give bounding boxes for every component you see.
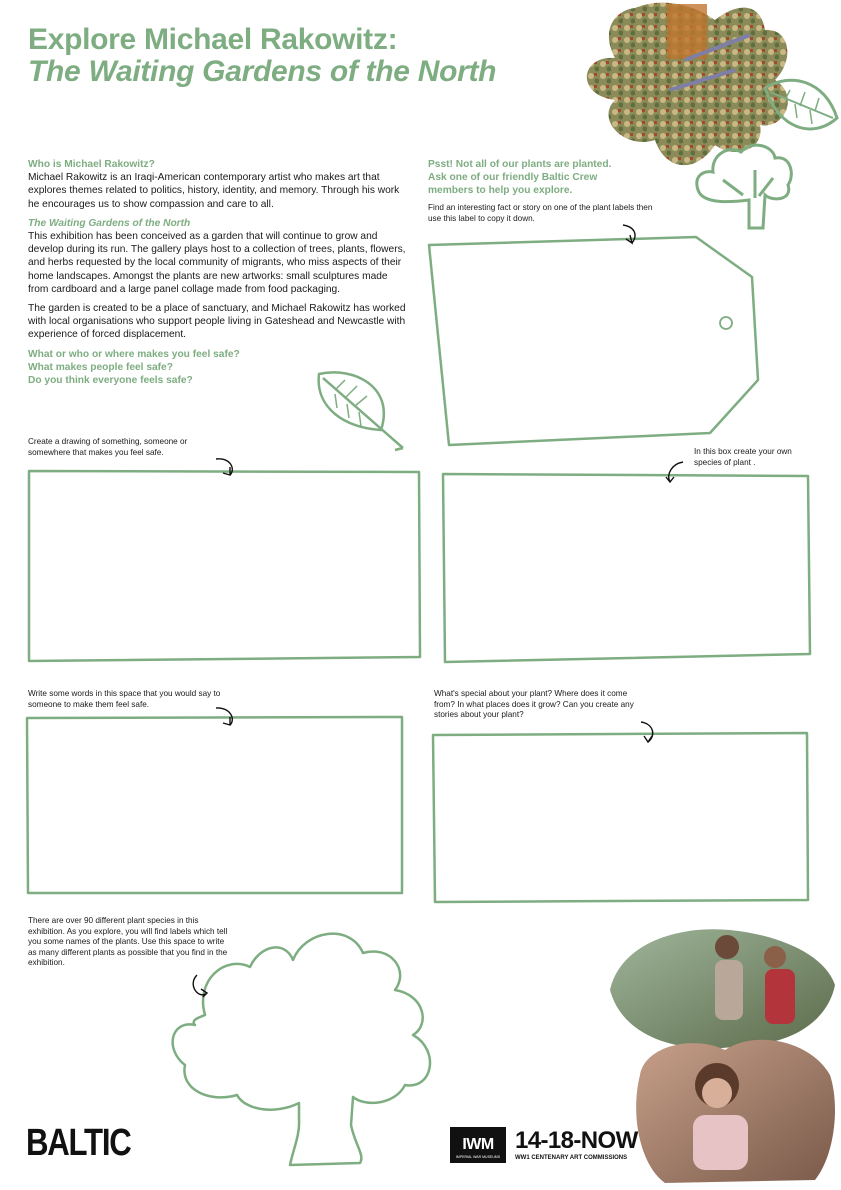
tree-writing-area[interactable] [165,925,465,1170]
sanctuary-text: The garden is created to be a place of sanctuary, and Michael Rakowitz has worked with local organisations who support people living in Gateshead and Newcastle with experience of forced displacement. [28,303,406,341]
psst-line-1: Psst! Not all of our plants are planted. [428,159,612,170]
page-title [28,24,496,88]
question-3: Do you think everyone feels safe? [28,375,193,387]
drawing-box[interactable] [24,455,424,665]
who-text: Michael Rakowitz is an Iraqi-American contemporary artist who makes art that explores themes related to politics, history, identity, and memory. Through his work he encourages us to show compassion and care to all. [28,172,400,210]
species-count-prompt: There are over 90 different plant species in this exhibition. As you explore, you will find labels which tell you some names of the plants. Use this space to write as many different plants as possible that you find in the exhibition. [28,916,228,967]
question-1: What or who or where makes you feel safe? [28,348,240,360]
iwm-logo-subtitle: IMPERIAL WAR MUSEUMS [455,1155,501,1159]
words-prompt: Write some words in this space that you would say to someone to make them feel safe. [28,689,221,709]
plant-label-box[interactable] [420,225,765,450]
1418-now-logo: 14-18-NOW [515,1127,638,1154]
iwm-logo: IWM [450,1127,506,1163]
baltic-logo: BALTIC [26,1122,131,1164]
special-prompt: What's special about your plant? Where does it come from? In what places does it grow? Can you create any stories about your plant? [434,689,634,719]
1418-now-subtitle: WW1 CENTENARY ART COMMISSIONS [515,1155,628,1161]
visitors-photo-image [605,925,841,1190]
intro-section [28,158,406,387]
species-prompt: In this box create your own species of plant . [694,447,792,467]
gardens-heading: The Waiting Gardens of the North [28,217,191,229]
special-box[interactable] [430,718,815,908]
leaf-outline-icon [315,368,410,453]
psst-section [428,158,658,197]
drawing-prompt: Create a drawing of something, someone or somewhere that makes you feel safe. [28,437,188,457]
words-box[interactable] [24,705,409,900]
psst-line-3: members to help you explore. [428,185,573,196]
species-box[interactable] [440,460,815,670]
label-instruction: Find an interesting fact or story on one of the plant labels then use this label to copy it down. [428,203,653,223]
title-line-2: The Waiting Gardens of the North [28,55,497,88]
question-2: What makes people feel safe? [28,361,173,373]
psst-line-2: Ask one of our friendly Baltic Crew [428,172,598,183]
who-heading: Who is Michael Rakowitz? [28,159,155,170]
gardens-text: This exhibition has been conceived as a garden that will continue to grow and develop during its run. The gallery plays host to a collection of trees, plants, flowers, and herbs requested by the local community of migrants, who miss aspects of their home landscapes. Amongst the plants are new artworks: small sculptures made from cardboard and a large panel collage made from food packaging. [28,231,406,295]
title-line-1: Explore Michael Rakowitz: [28,23,398,56]
